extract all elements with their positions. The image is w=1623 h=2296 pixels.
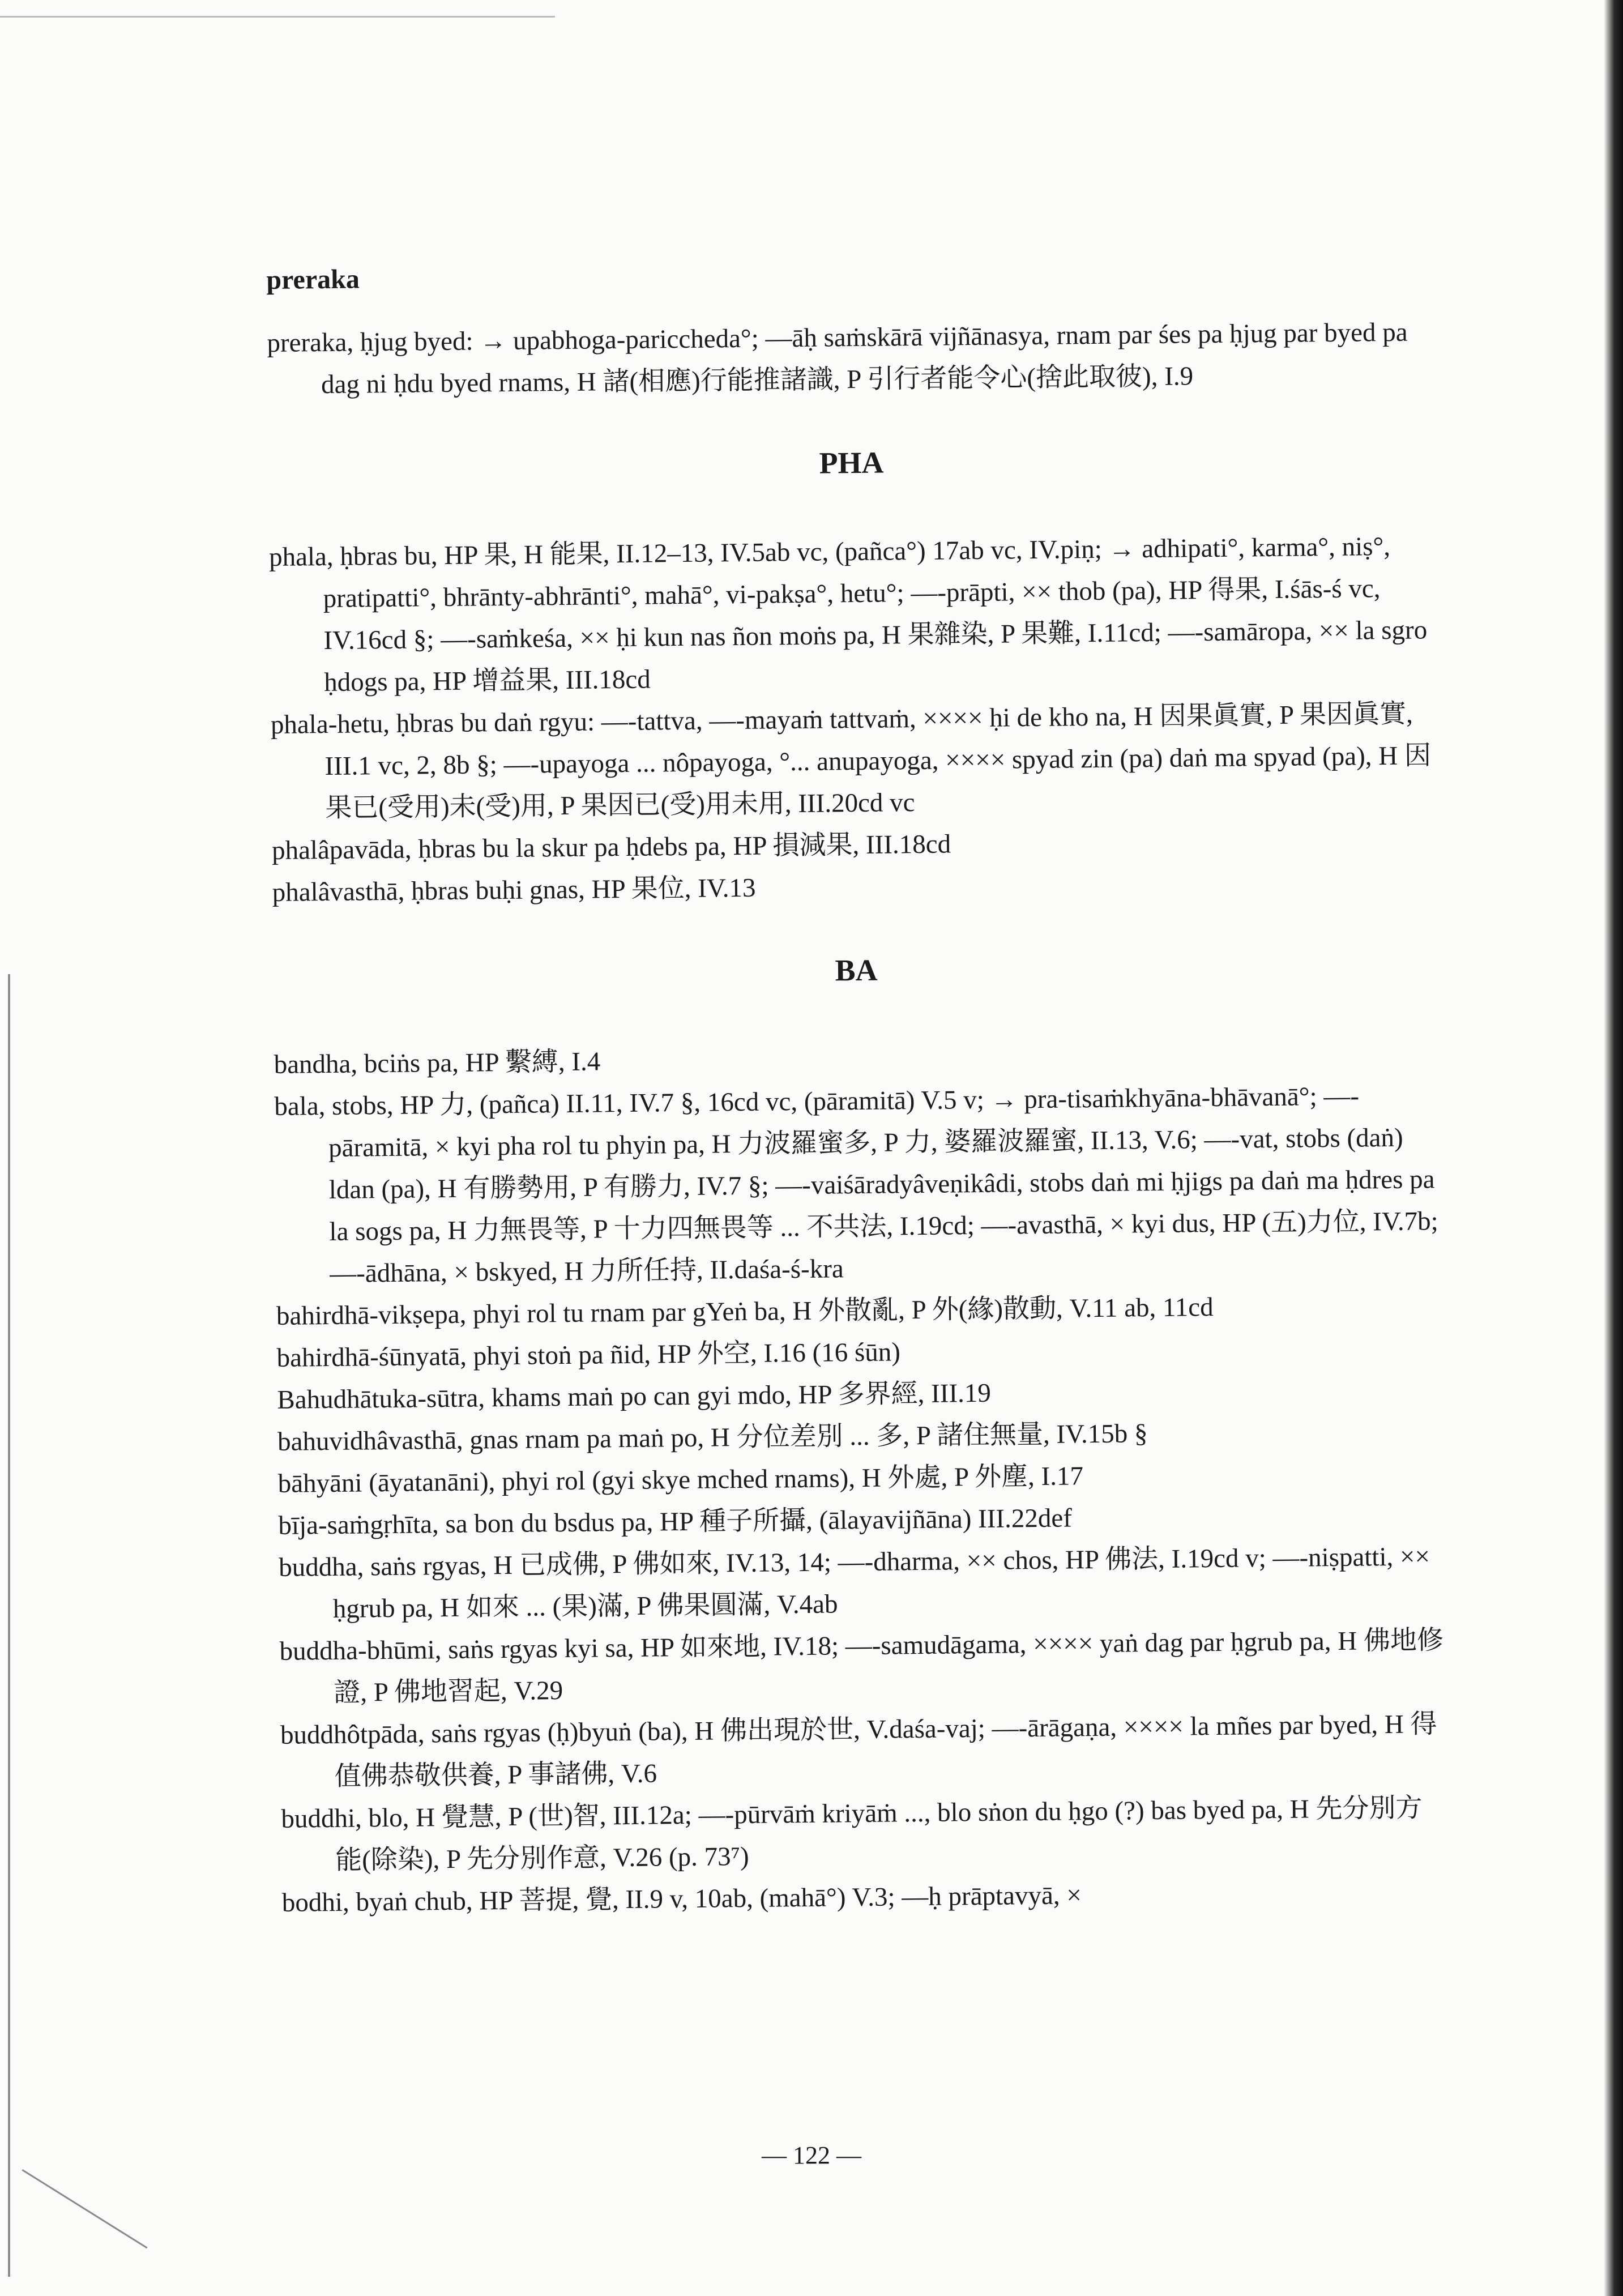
entry-headword: phala, xyxy=(268,541,334,572)
entry-headword: buddha-bhūmi, xyxy=(279,1635,442,1666)
dictionary-entry xyxy=(279,1619,1446,1714)
dictionary-entry xyxy=(271,693,1438,830)
entry-headword: phalâvasthā, xyxy=(272,876,405,907)
entry-headword: buddhi, xyxy=(281,1803,362,1834)
entry-headword: bīja-saṁgṛhīta, xyxy=(278,1509,439,1540)
entry-body: ḥbras buḥi gnas, HP 果位, IV.13 xyxy=(404,873,756,906)
dictionary-entry xyxy=(280,1703,1447,1798)
dictionary-entry xyxy=(279,1535,1446,1631)
entry-headword: bahuvidhâvasthā, xyxy=(277,1425,463,1457)
section-ba xyxy=(273,942,1449,1924)
entry-body: ḥbras bu, HP 果, H 能果, II.12–13, IV.5ab vc, (pañca°) 17ab vc, IV.piṇ; → adhipati°, karma°, niṣ°, pratipatti°, bhrānty-abhrānti°, mahā°, vi-pakṣa°, hetu°; —-prāpti, ×× thob (pa), HP 得果, I.śās-ś vc, IV.16cd §; —-saṁkeśa, ×× ḥi kun nas ñon moṅs pa, H 果雜染, P 果難, I.11cd; —-samāropa, ×× la sgro ḥdogs pa, HP 增益果, III.18cd xyxy=(323,531,1434,698)
entry-body: ḥjug byed: → upabhoga-pariccheda°; —āḥ saṁskārā vijñānasya, rnam par śes pa ḥjug par byed pa dag ni ḥdu byed rnams, H 諸(相應)行能推諸識, P 引行者能令心(捨此取彼), I.9 xyxy=(321,317,1415,400)
entry-headword: bāhyāni (āyatanāni), xyxy=(277,1467,496,1499)
entry-headword: bodhi, xyxy=(281,1887,349,1918)
entry-body: gnas rnam pa maṅ po, H 分位差別 ... 多, P 諸住無量, IV.15b § xyxy=(463,1419,1148,1455)
entry-headword: phalâpavāda, xyxy=(271,834,412,865)
entry-body: saṅs rgyas, H 已成佛, P 佛如來, IV.13, 14; —-dharma, ×× chos, HP 佛法, I.19cd v; —-niṣpatti, ×× ḥgrub pa, H 如來 ... (果)滿, P 佛果圓滿, V.4ab xyxy=(332,1542,1437,1624)
entry-headword: buddha, xyxy=(278,1552,364,1582)
dictionary-entry xyxy=(281,1787,1448,1882)
entry-body: ḥbras bu daṅ rgyu: —-tattva, —-mayaṁ tattvaṁ, ×××× ḥi de kho na, H 因果眞實, P 果因眞實, III.1 vc, 2, 8b §; —-upayoga ... nôpayoga, °... anupayoga, ×××× spyad zin (pa) daṅ ma spyad (pa), H 因果已(受用)未(受)用, P 果因已(受)用未用, III.20cd vc xyxy=(324,699,1432,823)
dictionary-page xyxy=(266,246,1449,1924)
scan-edge-top xyxy=(0,16,555,18)
entry-headword: bahirdhā-śūnyatā, xyxy=(276,1341,467,1373)
scan-edge-right xyxy=(1604,0,1623,2296)
entry-body: saṅs rgyas (ḥ)byuṅ (ba), H 佛出現於世, V.daśa-vaj; —-ārāgaṇa, ×××× la mñes par byed, H 得值佛恭敬供養, P 事諸佛, V.6 xyxy=(334,1709,1437,1791)
dictionary-entry xyxy=(267,311,1434,406)
top-entries xyxy=(267,311,1434,406)
entry-body: blo, H 覺慧, P (世)智, III.12a; —-pūrvāṁ kriyāṁ ..., blo sṅon du ḥgo (?) bas byed pa, H 先分別方能(除染), P 先分別作意, V.26 (p. 73⁷) xyxy=(335,1793,1423,1875)
entry-headword: bandha, xyxy=(274,1049,358,1079)
entry-body: phyi rol tu rnam par gYeṅ ba, H 外散亂, P 外(緣)散動, V.11 ab, 11cd xyxy=(466,1292,1214,1329)
page-number: — 122 — xyxy=(762,2141,861,2169)
entry-body: stobs, HP 力, (pañca) II.11, IV.7 §, 16cd vc, (pāramitā) V.5 v; → pra-tisaṁkhyāna-bhāvanā°; —-pāramitā, × kyi pha rol tu phyin pa, H 力波羅蜜多, P 力, 婆羅波羅蜜, II.13, V.6; —-vat, stobs (daṅ) ldan (pa), H 有勝勢用, P 有勝力, IV.7 §; —-vaiśāradyâveṇikâdi, stobs daṅ mi ḥjigs pa daṅ ma ḥdres pa la sogs pa, H 力無畏等, P 十力四無畏等 ... 不共法, I.19cd; —-avasthā, × kyi dus, HP (五)力位, IV.7b; —-ādhāna, × bskyed, H 力所任持, II.daśa-ś-kra xyxy=(325,1081,1445,1289)
scan-edge-left xyxy=(8,974,10,2277)
entry-headword: Bahudhātuka-sūtra, xyxy=(277,1383,485,1415)
entry-headword: bahirdhā-vikṣepa, xyxy=(276,1299,467,1331)
entry-body: khams maṅ po can gyi mdo, HP 多界經, III.19 xyxy=(484,1378,992,1413)
section-title: BA xyxy=(835,953,878,988)
entry-body: saṅs rgyas kyi sa, HP 如來地, IV.18; —-samudāgama, ×××× yaṅ dag par ḥgrub pa, H 佛地修證, P 佛地習起, V.29 xyxy=(334,1625,1444,1708)
entry-headword: phala-hetu, xyxy=(270,709,390,740)
entry-headword: buddhôtpāda, xyxy=(280,1719,425,1750)
entry-body: bciṅs pa, HP 繫縛, I.4 xyxy=(357,1047,601,1079)
section-pha xyxy=(268,434,1439,914)
entry-headword: preraka, xyxy=(267,327,354,358)
running-header: preraka xyxy=(266,264,360,295)
entry-body: phyi stoṅ pa ñid, HP 外空, I.16 (16 śūn) xyxy=(466,1337,901,1371)
entry-body: byaṅ chub, HP 菩提, 覺, II.9 v, 10ab, (mahā°) V.3; —ḥ prāptavyā, × xyxy=(349,1880,1082,1917)
entry-body: ḥbras bu la skur pa ḥdebs pa, HP 損減果, III.18cd xyxy=(411,829,951,864)
entry-headword: bala, xyxy=(274,1091,326,1121)
dictionary-entry xyxy=(269,525,1437,704)
entry-body: phyi rol (gyi skye mched rnams), H 外處, P 外塵, I.17 xyxy=(495,1461,1084,1497)
section-title: PHA xyxy=(819,445,884,480)
dictionary-entry xyxy=(274,1074,1445,1295)
scan-corner-line xyxy=(22,2169,147,2248)
entry-body: sa bon du bsdus pa, HP 種子所攝, (ālayavijñāna) III.22def xyxy=(438,1503,1073,1539)
